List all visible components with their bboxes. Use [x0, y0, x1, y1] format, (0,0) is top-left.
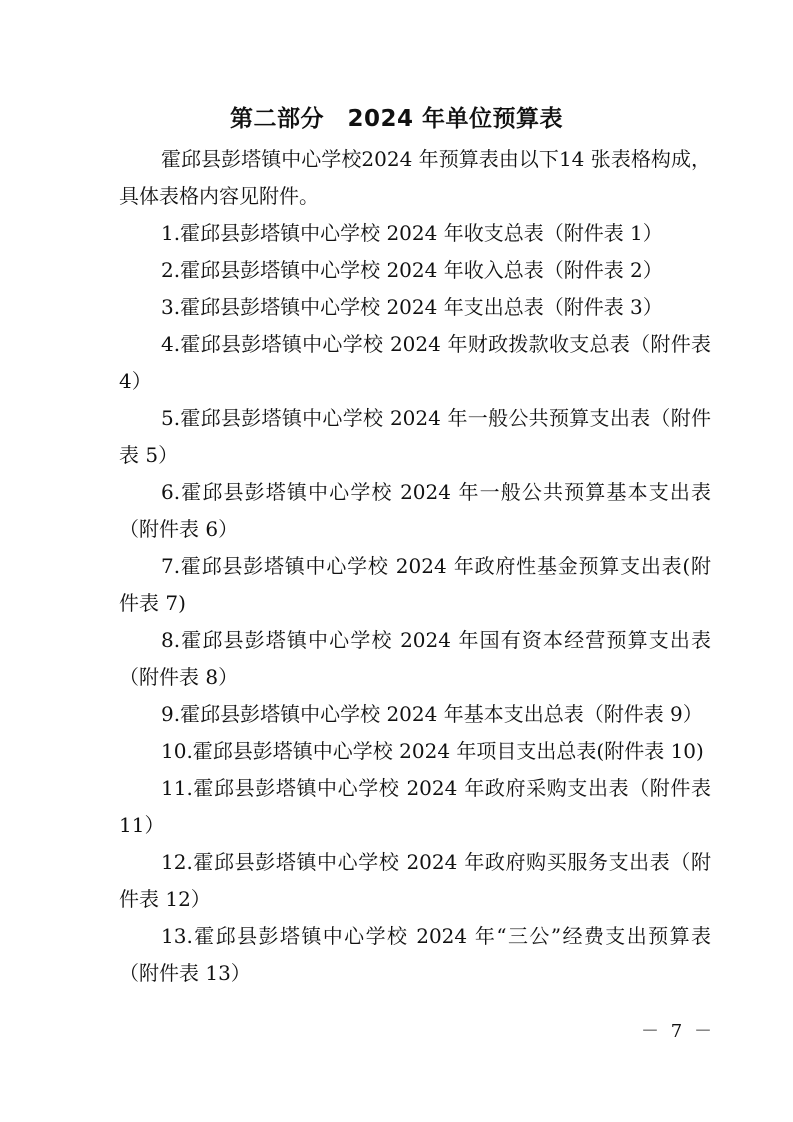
list-item: 11.霍邱县彭塔镇中心学校 2024 年政府采购支出表（附件表 11） — [119, 776, 711, 837]
table-list — [119, 215, 711, 992]
document-body — [119, 141, 711, 992]
page-title: 第二部分 2024 年单位预算表 — [229, 106, 564, 132]
list-item: 1.霍邱县彭塔镇中心学校 2024 年收支总表（附件表 1） — [161, 221, 663, 245]
list-item: 8.霍邱县彭塔镇中心学校 2024 年国有资本经营预算支出表（附件表 8） — [119, 628, 711, 689]
list-item: 4.霍邱县彭塔镇中心学校 2024 年财政拨款收支总表（附件表 4） — [119, 332, 711, 393]
list-item: 9.霍邱县彭塔镇中心学校 2024 年基本支出总表（附件表 9） — [161, 702, 703, 726]
list-item: 3.霍邱县彭塔镇中心学校 2024 年支出总表（附件表 3） — [161, 295, 663, 319]
list-item: 5.霍邱县彭塔镇中心学校 2024 年一般公共预算支出表（附件表 5） — [119, 406, 711, 467]
list-item: 7.霍邱县彭塔镇中心学校 2024 年政府性基金预算支出表(附件表 7) — [119, 554, 711, 615]
list-item: 13.霍邱县彭塔镇中心学校 2024 年“三公”经费支出预算表（附件表 13） — [119, 924, 711, 985]
intro-paragraph: 霍邱县彭塔镇中心学校2024 年预算表由以下14 张表格构成，具体表格内容见附件。 — [119, 147, 711, 208]
list-item: 12.霍邱县彭塔镇中心学校 2024 年政府购买服务支出表（附件表 12） — [119, 850, 711, 911]
list-item: 2.霍邱县彭塔镇中心学校 2024 年收入总表（附件表 2） — [161, 258, 663, 282]
list-item: 6.霍邱县彭塔镇中心学校 2024 年一般公共预算基本支出表（附件表 6） — [119, 480, 711, 541]
page-number: － 7 － — [641, 1021, 715, 1042]
list-item: 10.霍邱县彭塔镇中心学校 2024 年项目支出总表(附件表 10) — [161, 739, 704, 763]
